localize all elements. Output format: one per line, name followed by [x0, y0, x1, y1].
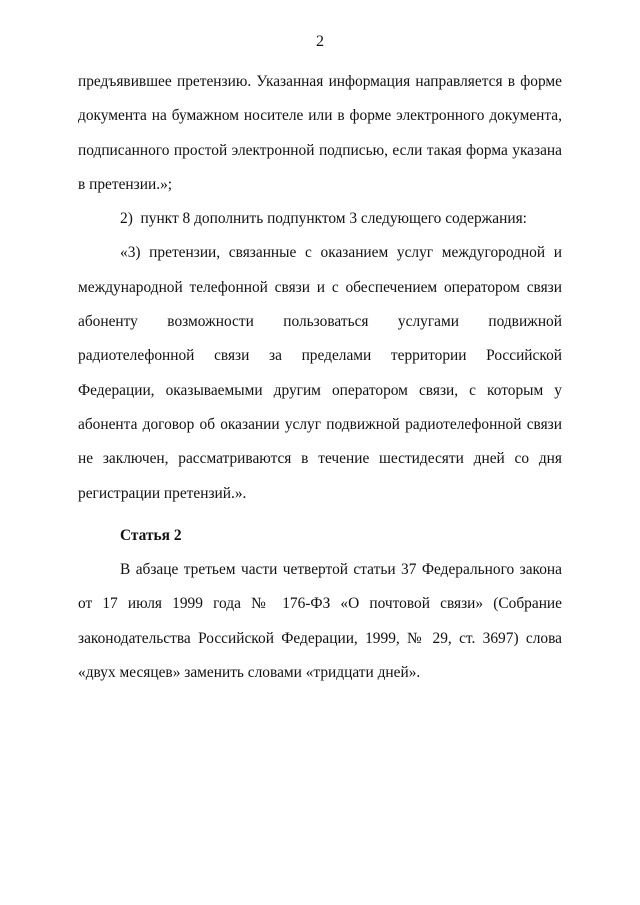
page-number: 2 — [316, 33, 324, 50]
article-heading: Статья 2 — [120, 526, 182, 544]
paragraph-subitem-3: «3) претензии, связанные с оказанием услуг междугородной и международной телефонной связи и с обеспечением оператором связи абоненту возможности пользоваться услугами подвижной радиотелефонной связи за пределами территории Российской Федерации, оказываемыми другим оператором связи, с которым у абонента договор об оказании услуг подвижной радиотелефонной связи не заключен, рассматриваются в течение шестидесяти дней со дня регистрации претензий.». — [78, 244, 562, 502]
paragraph-continuation: предъявившее претензию. Указанная информация направляется в форме документа на бумажном носителе или в форме электронного документа, подписанного простой электронной подписью, если такая форма указана в претензии.»; — [78, 73, 562, 193]
article-2-text: В абзаце третьем части четвертой статьи 37 Федерального закона от 17 июля 1999 года № 176-ФЗ «О почтовой связи» (Собрание законодательства Российской Федерации, 1999, № 29, ст. 3697) слова «двух месяцев» заменить словами «тридцати дней». — [78, 561, 562, 682]
document-body — [78, 65, 562, 690]
paragraph-item-2: 2) пункт 8 дополнить подпунктом 3 следующего содержания: — [120, 210, 527, 228]
